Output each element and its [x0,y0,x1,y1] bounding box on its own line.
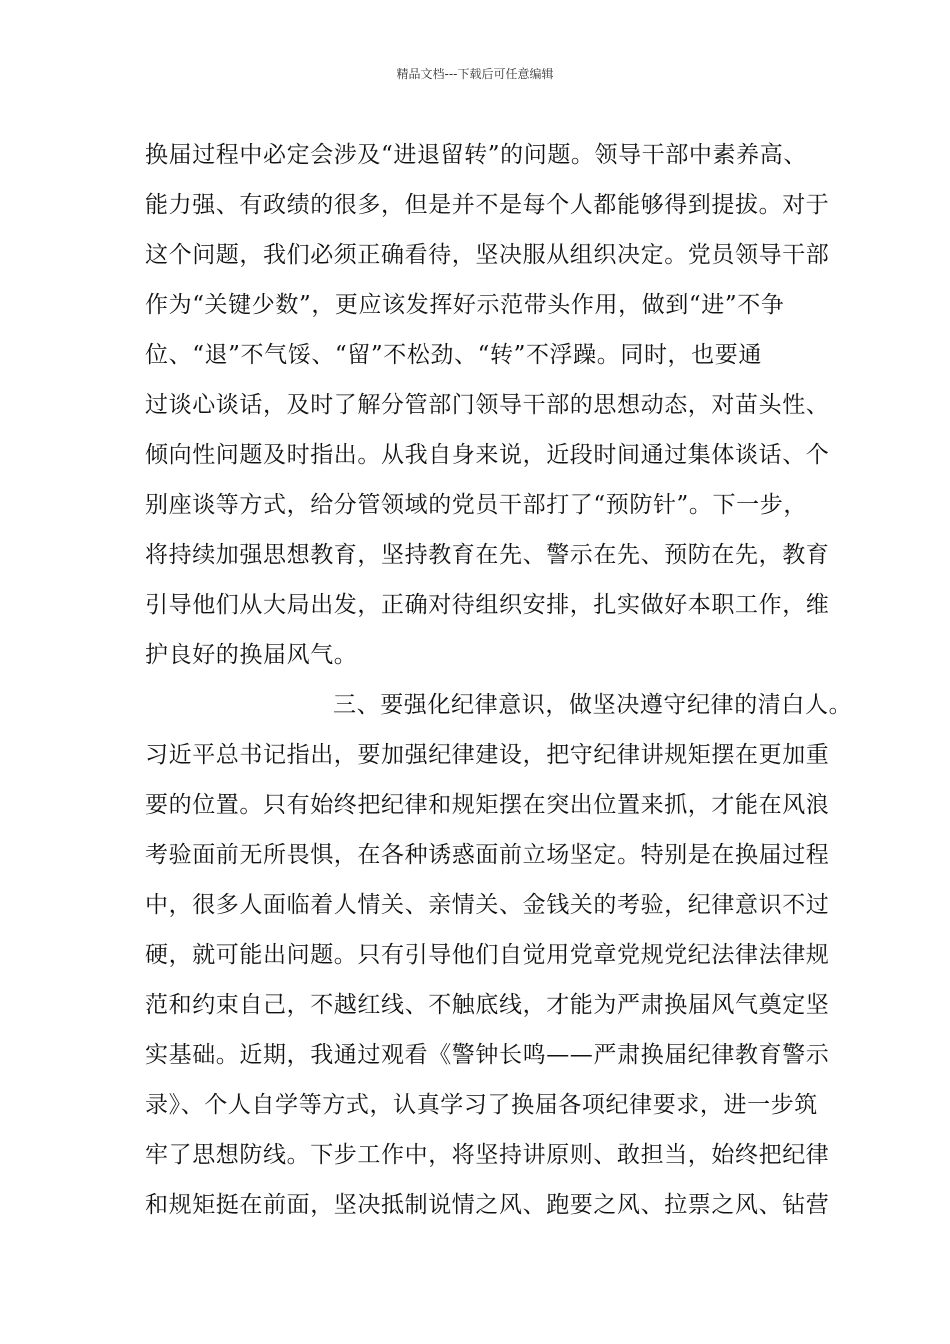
text-line: 别座谈等方式，给分管领域的党员干部打了“预防针”。下一步， [145,492,807,518]
text-line: 录》、个人自学等方式，认真学习了换届各项纪律要求，进一步筑 [145,1092,818,1118]
text-line: 考验面前无所畏惧，在各种诱惑面前立场坚定。特别是在换届过程 [145,842,830,868]
page-header: 精品文档---下载后可任意编辑 [396,67,554,81]
text-line: 实基础。近期，我通过观看《警钟长鸣——严肃换届纪律教育警示 [145,1042,830,1068]
text-line: 将持续加强思想教育，坚持教育在先、警示在先、预防在先，教育 [145,542,830,568]
text-line: 过谈心谈话，及时了解分管部门领导干部的思想动态，对苗头性、 [145,392,830,418]
text-line: 和规矩挺在前面，坚决抵制说情之风、跑要之风、拉票之风、钻营 [145,1192,830,1218]
text-line: 牢了思想防线。下步工作中，将坚持讲原则、敢担当，始终把纪律 [145,1142,830,1168]
text-line: 范和约束自己，不越红线、不触底线，才能为严肃换届风气奠定坚 [145,992,830,1018]
text-line: 习近平总书记指出，要加强纪律建设，把守纪律讲规矩摆在更加重 [145,742,830,768]
text-line: 硬，就可能出问题。只有引导他们自觉用党章党规党纪法律法律规 [145,942,830,968]
document-body [145,130,853,1230]
section-heading: 三、要强化纪律意识，做坚决遵守纪律的清白人。 [333,692,853,718]
text-line: 要的位置。只有始终把纪律和规矩摆在突出位置来抓，才能在风浪 [145,792,830,818]
text-line: 引导他们从大局出发，正确对待组织安排，扎实做好本职工作，维 [145,592,830,618]
text-line: 这个问题，我们必须正确看待，坚决服从组织决定。党员领导干部 [145,242,830,268]
text-line: 位、“退”不气馁、“留”不松劲、“转”不浮躁。同时，也要通 [145,342,762,368]
text-line: 换届过程中必定会涉及“进退留转”的问题。领导干部中素养高、 [145,142,807,168]
text-line: 倾向性问题及时指出。从我自身来说，近段时间通过集体谈话、个 [145,442,830,468]
text-line: 护良好的换届风气。 [145,642,358,668]
text-line: 能力强、有政绩的很多，但是并不是每个人都能够得到提拔。对于 [145,192,830,218]
text-line: 作为“关键少数”，更应该发挥好示范带头作用，做到“进”不争 [145,292,785,318]
text-line: 中，很多人面临着人情关、亲情关、金钱关的考验，纪律意识不过 [145,892,830,918]
